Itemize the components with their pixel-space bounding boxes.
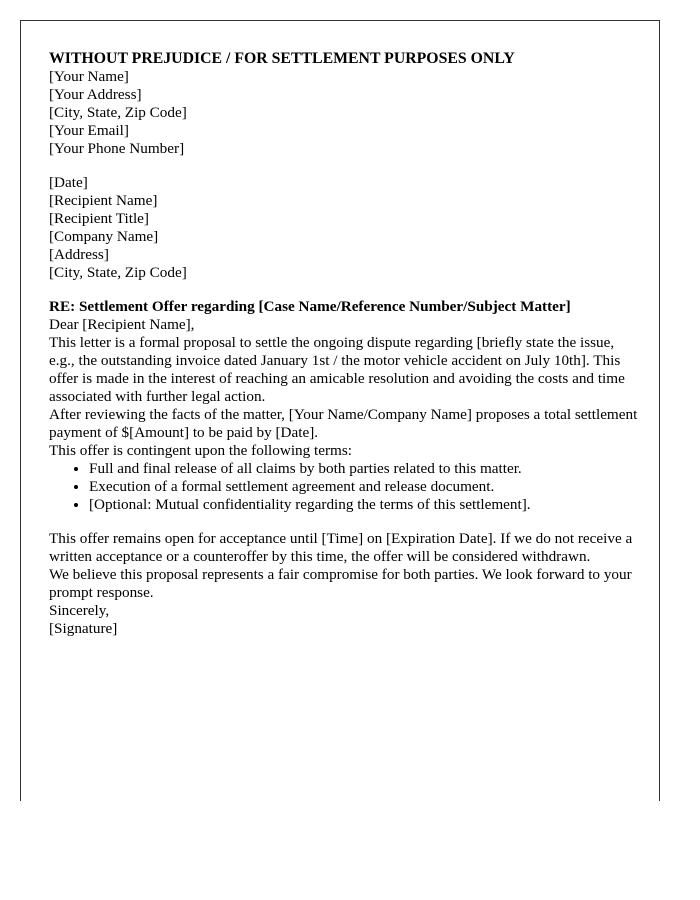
proposal-paragraph: After reviewing the facts of the matter, [Your Name/Company Name] proposes a total settlement payment of $[Amount] to be paid by [Date]. [49,406,638,441]
sender-city-state-zip: [City, State, Zip Code] [49,104,187,121]
recipient-title: [Recipient Title] [49,210,149,227]
letter-page [20,20,660,801]
recipient-company: [Company Name] [49,228,159,245]
recipient-name: [Recipient Name] [49,192,158,209]
recipient-city-state-zip: [City, State, Zip Code] [49,264,187,281]
terms-intro-paragraph: This offer is contingent upon the following terms: [49,442,353,459]
terms-list-item: • Execution of a formal settlement agreement and release document. [89,478,639,496]
sender-block [49,68,639,158]
letter-header: WITHOUT PREJUDICE / FOR SETTLEMENT PURPOSES ONLY [49,50,515,67]
intro-paragraph: This letter is a formal proposal to settle the ongoing dispute regarding [briefly state the issue, e.g., the outstanding invoice dated January 1st / the motor vehicle accident on July 10th]. This offer is made in the interest of reaching an amicable resolution and avoiding the costs and time associated with further legal action. [49,334,625,405]
sender-address: [Your Address] [49,86,142,103]
signature-placeholder: [Signature] [49,620,118,637]
sender-name: [Your Name] [49,68,129,85]
letter-date: [Date] [49,174,88,191]
terms-list-item: • [Optional: Mutual confidentiality regarding the terms of this settlement]. [89,496,639,514]
terms-list-item: • Full and final release of all claims by both parties related to this matter. [89,460,639,478]
sender-email: [Your Email] [49,122,129,139]
sender-phone: [Your Phone Number] [49,140,185,157]
recipient-address: [Address] [49,246,109,263]
closing-remark-paragraph: We believe this proposal represents a fair compromise for both parties. We look forward to your prompt response. [49,566,632,601]
subject-line: RE: Settlement Offer regarding [Case Name/Reference Number/Subject Matter] [49,298,571,315]
deadline-paragraph: This offer remains open for acceptance until [Time] on [Expiration Date]. If we do not receive a written acceptance or a counteroffer by this time, the offer will be considered withdrawn. [49,530,633,565]
salutation: Dear [Recipient Name], [49,316,195,333]
terms-list [49,460,639,514]
sign-off: Sincerely, [49,602,110,619]
recipient-block [49,192,639,282]
letter-content [49,50,639,638]
